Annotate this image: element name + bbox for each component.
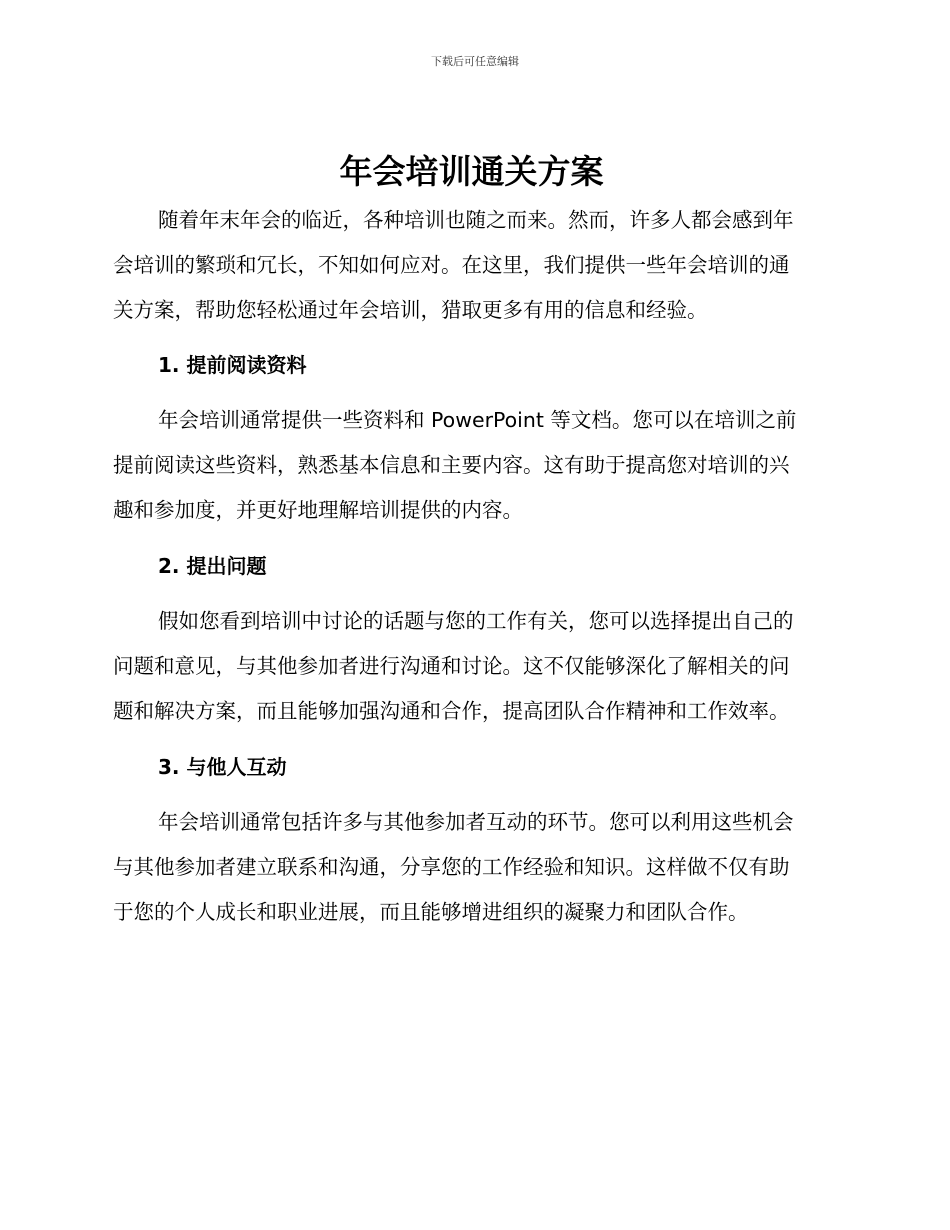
section-paragraph-1 (113, 398, 830, 533)
paragraph-line: 年会培训通常包括许多与其他参加者互动的环节。您可以利用这些机会 (158, 810, 794, 834)
page-header-note: 下载后可任意编辑 (431, 55, 519, 68)
paragraph-line: 于您的个人成长和职业进展，而且能够增进组织的凝聚力和团队合作。 (113, 900, 749, 924)
document-title: 年会培训通关方案 (339, 152, 604, 191)
paragraph-line: 趣和参加度，并更好地理解培训提供的内容。 (113, 498, 523, 522)
paragraph-line: 随着年末年会的临近，各种培训也随之而来。然而，许多人都会感到年 (158, 208, 794, 232)
section-heading-2: 2. 提出问题 (158, 554, 267, 578)
paragraph-line: 假如您看到培训中讨论的话题与您的工作有关，您可以选择提出自己的 (158, 609, 794, 633)
paragraph-line: 提前阅读这些资料，熟悉基本信息和主要内容。这有助于提高您对培训的兴 (113, 453, 790, 477)
document-body (113, 150, 830, 935)
paragraph-line: 问题和意见，与其他参加者进行沟通和讨论。这不仅能够深化了解相关的问 (113, 654, 790, 678)
section-paragraph-3 (113, 800, 830, 935)
paragraph-line: 会培训的繁琐和冗长，不知如何应对。在这里，我们提供一些年会培训的通 (113, 253, 790, 277)
section-heading-1: 1. 提前阅读资料 (158, 353, 307, 377)
section-paragraph-2 (113, 599, 830, 734)
paragraph-line: 关方案，帮助您轻松通过年会培训，猎取更多有用的信息和经验。 (113, 298, 708, 322)
paragraph-line: 题和解决方案，而且能够加强沟通和合作，提高团队合作精神和工作效率。 (113, 699, 790, 723)
paragraph-line: 年会培训通常提供一些资料和 PowerPoint 等文档。您可以在培训之前 (158, 408, 797, 432)
intro-paragraph (113, 198, 830, 333)
section-heading-3: 3. 与他人互动 (158, 755, 287, 779)
paragraph-line: 与其他参加者建立联系和沟通，分享您的工作经验和知识。这样做不仅有助 (113, 855, 790, 879)
